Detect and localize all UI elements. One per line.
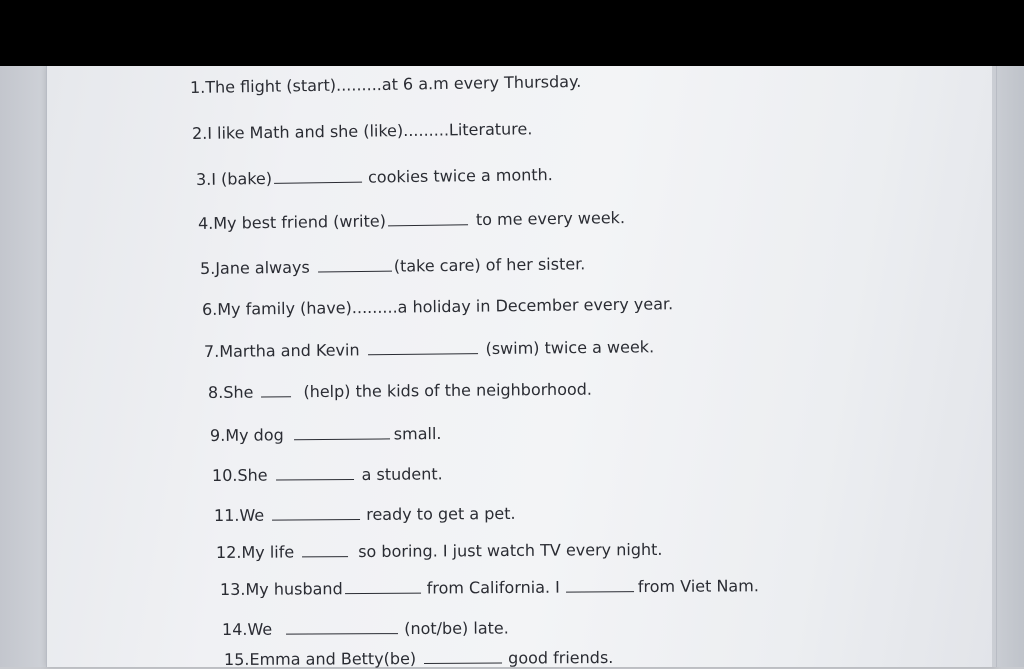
exercise-15 [224, 648, 613, 669]
exercise-8 [208, 380, 592, 402]
exercise-number: 1. [189, 77, 206, 97]
answer-blank[interactable] [368, 352, 478, 355]
exercise-continuation: Literature. [448, 119, 533, 140]
exercise-prompt: She [237, 465, 268, 485]
exercise-prompt: The flight (start) [205, 75, 337, 97]
answer-blank[interactable] [302, 555, 348, 557]
exercise-continuation: (take care) of her sister. [393, 254, 586, 276]
exercise-continuation: a holiday in December every year. [397, 294, 674, 317]
answer-blank[interactable] [261, 395, 291, 397]
paper-right-edge [996, 66, 997, 667]
exercise-number: 9. [209, 425, 226, 445]
top-black-bar [0, 0, 1024, 66]
exercise-continuation: at 6 a.m every Thursday. [381, 71, 582, 94]
answer-blank[interactable] [318, 270, 392, 273]
exercise-prompt: Emma and Betty(be) [249, 648, 417, 669]
exercise-prompt: My dog [225, 425, 284, 445]
exercise-prompt: She [223, 382, 254, 402]
answer-blank[interactable] [388, 223, 468, 226]
answer-blank[interactable] [274, 181, 362, 184]
exercise-prompt: I (bake) [211, 168, 273, 189]
exercise-number: 2. [191, 123, 208, 143]
exercise-gap: ......... [351, 297, 398, 318]
exercise-14 [222, 618, 509, 639]
exercise-number: 15. [223, 649, 250, 669]
exercise-number: 13. [219, 579, 246, 599]
exercise-continuation: (not/be) late. [404, 618, 509, 639]
exercise-gap: ......... [335, 74, 382, 95]
exercise-number: 10. [211, 465, 238, 485]
answer-blank[interactable] [424, 662, 502, 664]
exercise-12 [216, 540, 663, 562]
exercise-continuation: to me every week. [475, 208, 626, 230]
exercise-continuation: ready to get a pet. [366, 503, 516, 524]
answer-blank-2[interactable] [566, 590, 634, 592]
exercise-continuation: a student. [361, 464, 443, 484]
exercise-gap: ......... [403, 120, 450, 141]
exercise-continuation-2: from Viet Nam. [637, 576, 759, 597]
exercise-prompt: We [247, 619, 273, 639]
exercise-number: 8. [207, 382, 224, 402]
exercise-prompt: I like Math and she (like) [207, 121, 404, 143]
exercise-number: 6. [201, 299, 218, 319]
answer-blank[interactable] [345, 592, 421, 595]
exercise-continuation: small. [393, 423, 442, 444]
exercise-prompt: My family (have) [217, 298, 352, 319]
exercise-number: 4. [197, 213, 214, 233]
exercise-number: 5. [199, 258, 216, 278]
exercise-prompt: We [239, 505, 265, 525]
exercise-number: 14. [221, 619, 248, 639]
exercise-number: 7. [203, 341, 220, 361]
exercise-9 [210, 424, 442, 445]
exercise-continuation: so boring. I just watch TV every night. [358, 539, 663, 562]
exercise-number: 3. [195, 169, 212, 189]
exercise-prompt: My best friend (write) [213, 211, 387, 233]
exercise-prompt: Jane always [215, 257, 310, 278]
exercise-prompt: My life [241, 542, 295, 562]
answer-blank[interactable] [276, 478, 354, 481]
exercise-number: 11. [213, 505, 240, 525]
exercise-11 [214, 504, 516, 525]
exercise-10 [212, 464, 443, 485]
exercise-number: 12. [215, 542, 242, 562]
exercise-continuation: (swim) twice a week. [485, 337, 655, 359]
exercise-13 [220, 576, 759, 599]
background-left [0, 66, 52, 667]
paper-left-edge [46, 66, 47, 667]
exercise-continuation: good friends. [508, 647, 614, 668]
exercise-continuation: cookies twice a month. [367, 165, 553, 187]
answer-blank[interactable] [272, 518, 360, 521]
exercise-prompt: Martha and Kevin [219, 340, 360, 361]
exercise-continuation: (help) the kids of the neighborhood. [303, 379, 593, 402]
answer-blank[interactable] [294, 437, 390, 440]
exercise-prompt: My husband [245, 579, 343, 599]
worksheet-paper [46, 66, 996, 667]
exercise-continuation: from California. I [426, 577, 560, 598]
answer-blank[interactable] [286, 632, 398, 635]
